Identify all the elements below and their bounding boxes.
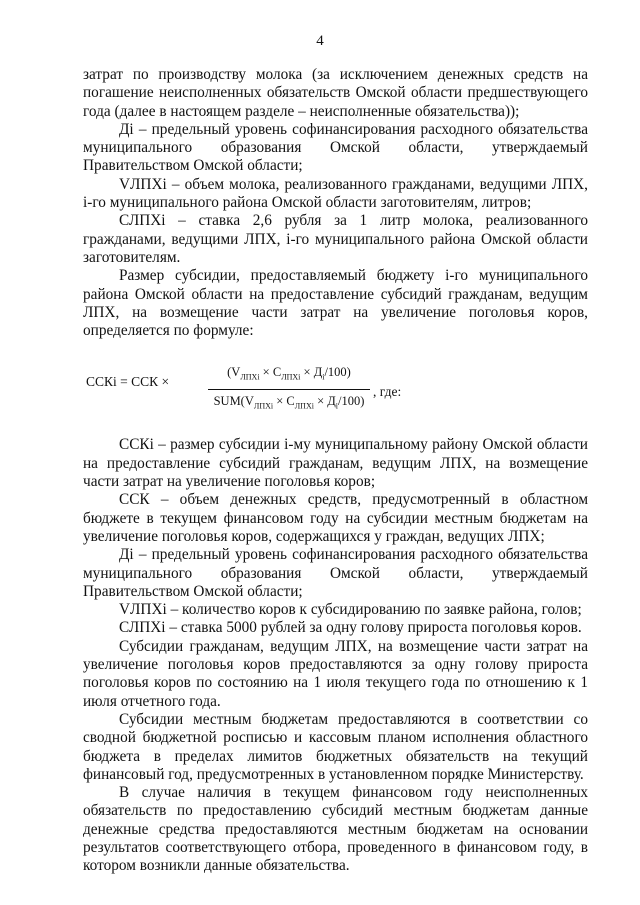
paragraph: VЛПХi – количество коров к субсидированию по заявке района, голов;	[119, 601, 582, 619]
paragraph: затрат по производству молока (за исключением денежных средств на погашение неисполненных обязательств Омской области предшествующего года (далее в настоящем разделе – неисполненные обязательства));	[83, 66, 588, 120]
formula-lhs: ССКi = ССК ×	[86, 374, 170, 390]
paragraph: ССКi – размер субсидии i-му муниципальному району Омской области на предоставление субсидий гражданам, ведущим ЛПХ, на возмещение части затрат на увеличение поголовья коров;	[83, 436, 588, 491]
paragraphs-top	[83, 66, 588, 340]
paragraph: ССК – объем денежных средств, предусмотренный в областном бюджете в текущем финансовом году на субсидии местным бюджетам на увеличение поголовья коров, содержащихся у граждан, ведущих ЛПХ;	[83, 491, 588, 545]
paragraph: Дi – предельный уровень софинансирования расходного обязательства муниципального образования Омской области, утверждаемый Правительством Омской области;	[83, 546, 588, 600]
formula-fraction	[208, 363, 370, 416]
paragraph: В случае наличия в текущем финансовом году неисполненных обязательств по предоставлению субсидий местным бюджетам данные денежные средства предоставляются местным бюджетам на основании результатов соответствующего отбора, проведенного в финансовом году, в котором возникли данные обязательства.	[83, 784, 588, 875]
paragraph: СЛПХi – ставка 5000 рублей за одну голову прироста поголовья коров.	[119, 619, 582, 637]
formula-tail: , где:	[373, 384, 402, 400]
document-body	[83, 66, 588, 876]
paragraph: VЛПХi – объем молока, реализованного гражданами, ведущими ЛПХ, i-го муниципального района Омской области заготовителям, литров;	[83, 175, 588, 212]
paragraph: Субсидии гражданам, ведущим ЛПХ, на возмещение части затрат на увеличение поголовья коров предоставляются за одну голову прироста поголовья коров по состоянию на 1 июля текущего года по отношению к 1 июля отчетного года.	[83, 637, 588, 710]
formula-denominator: $SUM(V_{ЛПХi} \times С_{ЛПХi} \times Д_i/100)$	[213, 394, 365, 411]
paragraphs-bottom	[83, 436, 588, 875]
page-number: 4	[316, 33, 324, 49]
paragraph: СЛПХi – ставка 2,6 рубля за 1 литр молока, реализованного гражданами, ведущими ЛПХ, i-го муниципального района Омской области заготовителям.	[83, 212, 588, 266]
formula-numerator: $(V_{ЛПХi} \times С_{ЛПХi} \times Д_i/100)$	[208, 363, 370, 390]
paragraph: Субсидии местным бюджетам предоставляются в соответствии со сводной бюджетной росписью и кассовым планом исполнения областного бюджета в пределах лимитов бюджетных обязательств на текущий финансовый год, предусмотренных в установленном порядке Министерству.	[83, 710, 588, 783]
paragraph: Размер субсидии, предоставляемый бюджету i-го муниципального района Омской области на предоставление субсидий гражданам, ведущим ЛПХ, на возмещение части затрат на увеличение поголовья коров, определяется по формуле:	[83, 267, 588, 340]
subsidy-formula	[83, 353, 588, 419]
paragraph: Дi – предельный уровень софинансирования расходного обязательства муниципального образования Омской области, утверждаемый Правительством Омской области;	[83, 120, 588, 175]
